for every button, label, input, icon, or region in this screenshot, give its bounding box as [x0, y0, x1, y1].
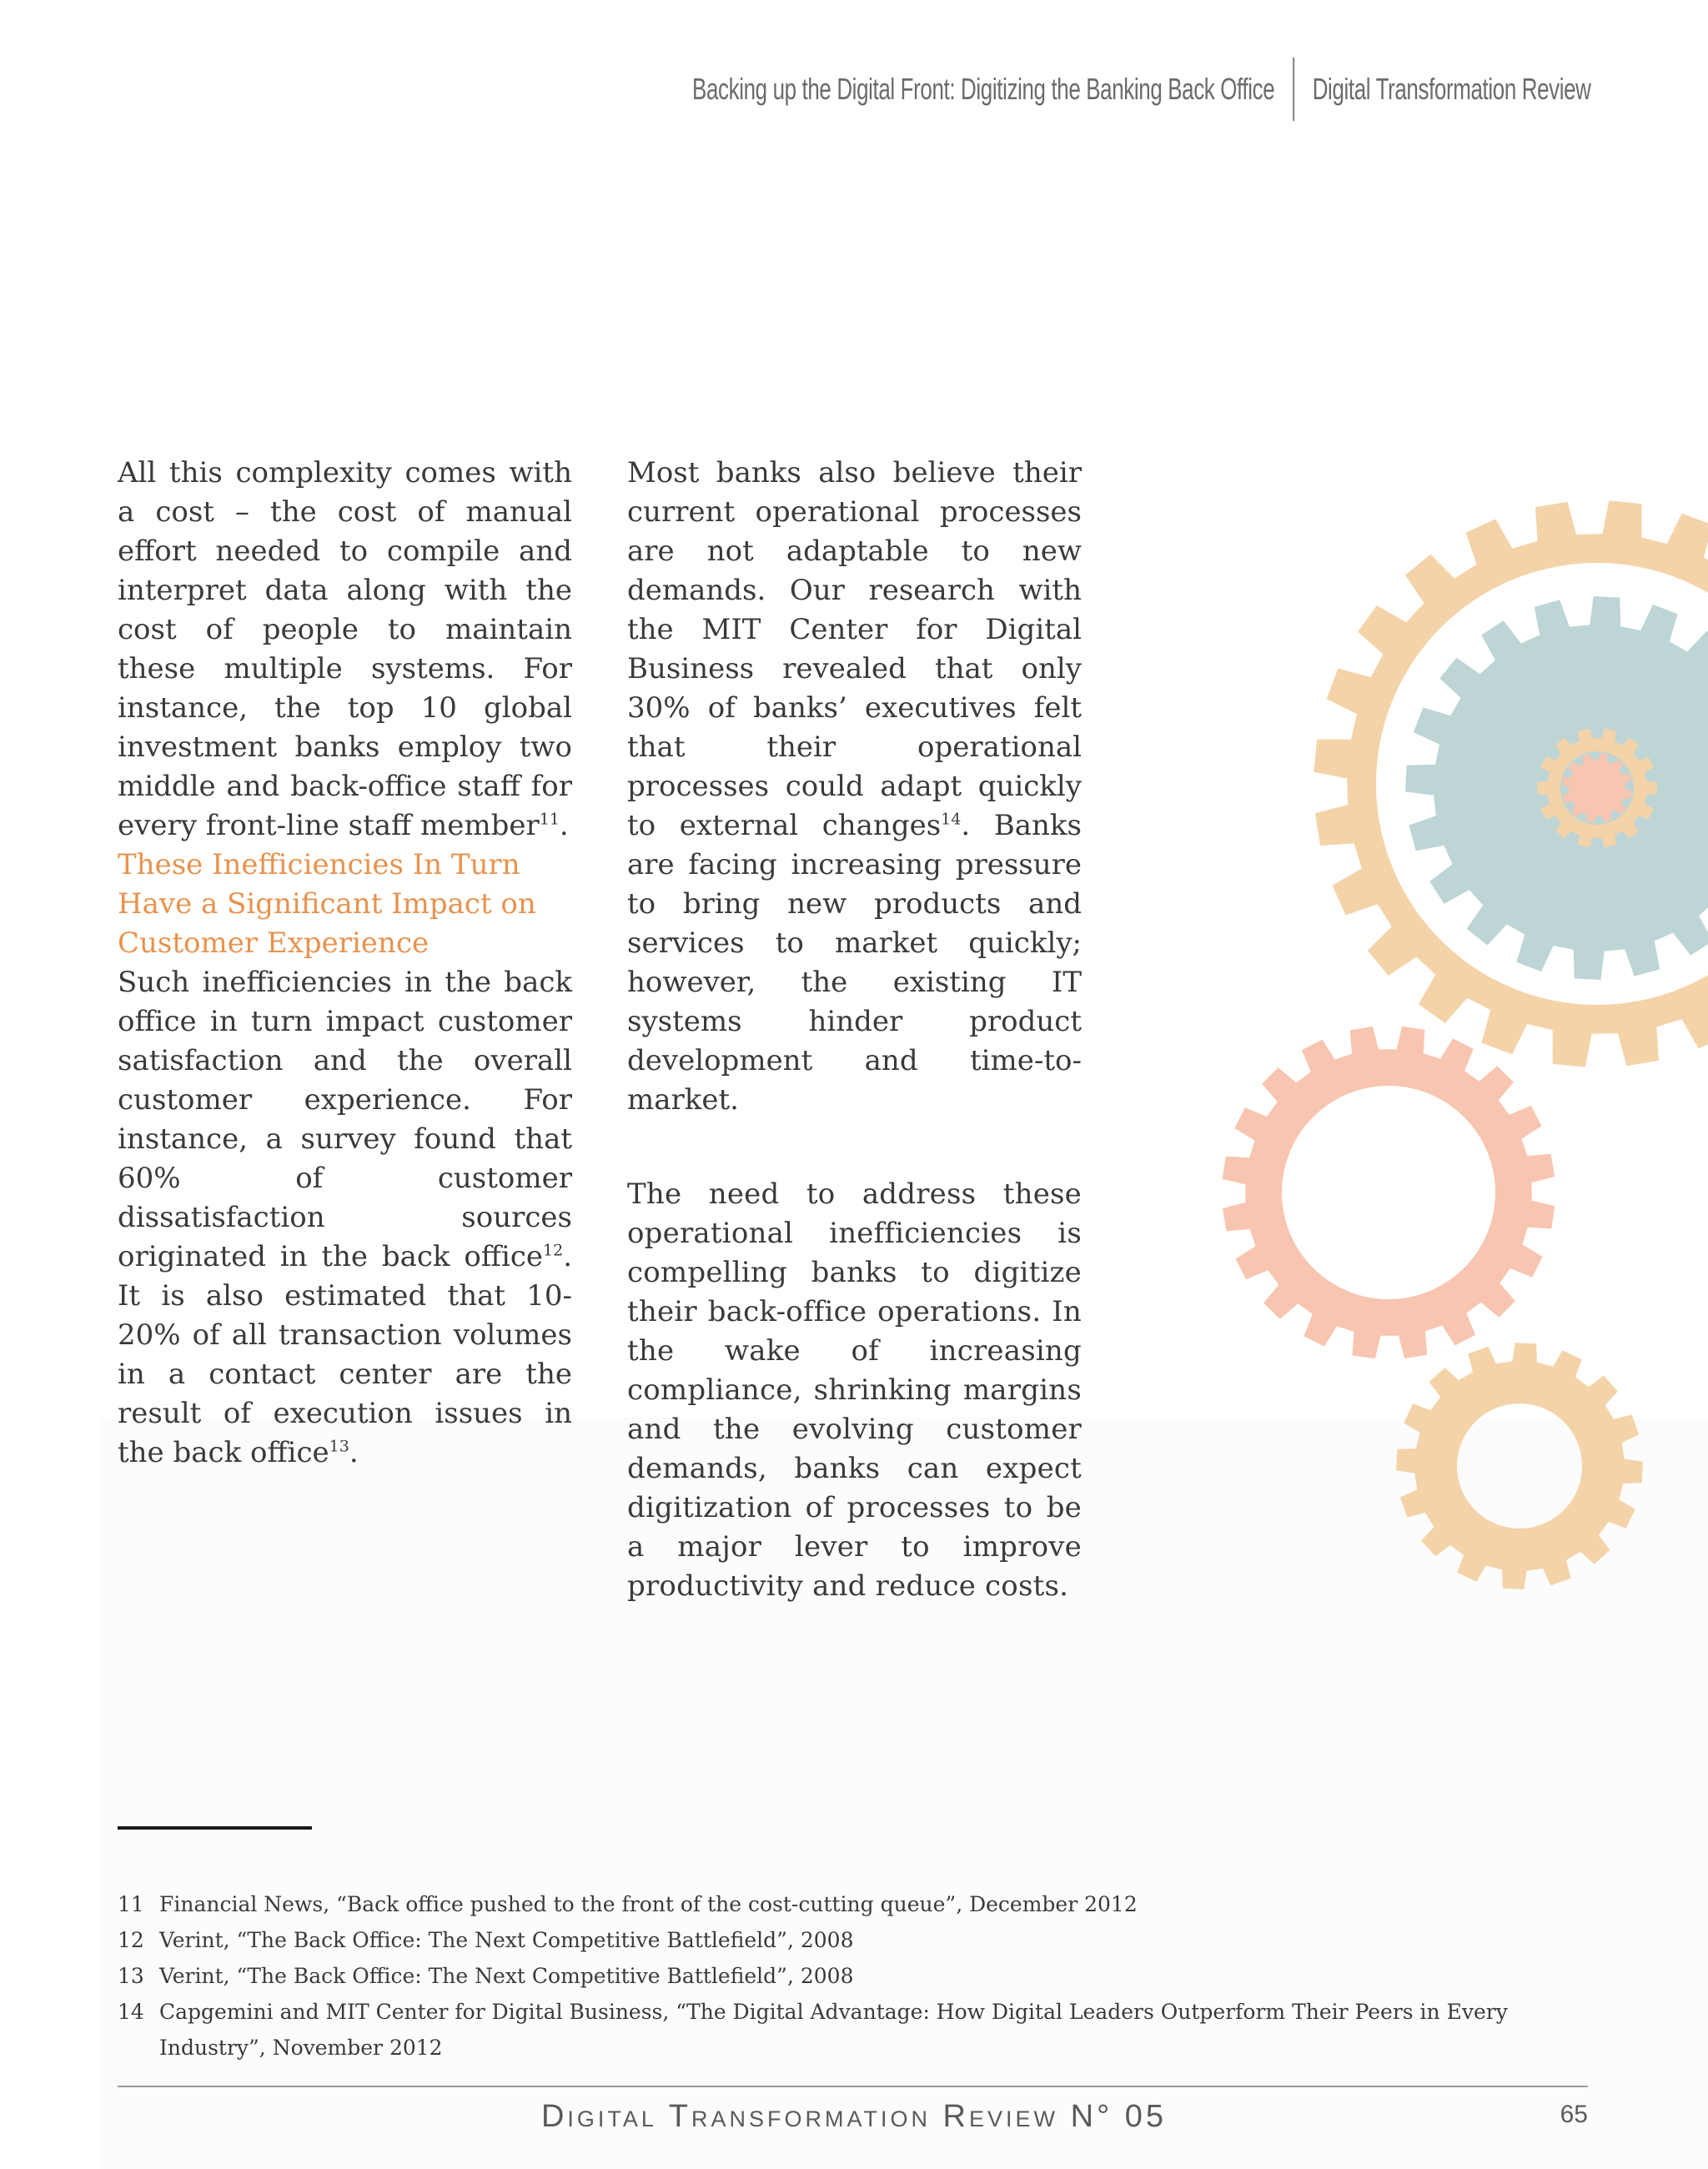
left-column — [118, 454, 572, 1473]
publication-title: Digital Transformation Review — [1313, 72, 1591, 106]
footnote-item — [118, 1958, 1560, 1994]
footnote-ref-12: 12 — [543, 1241, 564, 1260]
running-header — [692, 62, 1591, 117]
footnote-item — [118, 1994, 1560, 2066]
footnote-number: 11 — [118, 1892, 144, 1916]
left-paragraph-2: Such inefficiencies in the back office in turn impact customer satisfaction and the overall customer experience. For instance, a survey found that 60% of customer dissatisfaction sources originated in the back office$^{12}$. It is also estimated that 10-20% of all transaction volumes in a contact center are the result of execution issues in the back office$^{13}$. — [118, 966, 572, 1469]
section-subheading: These Inefficiencies In Turn Have a Significant Impact on Customer Experience — [118, 848, 536, 960]
document-title: Backing up the Digital Front: Digitizing the Banking Back Office — [692, 72, 1275, 106]
right-paragraph-2: The need to address these operational inefficiencies is compelling banks to digitize their back-office operations. In the wake of increasing compliance, shrinking margins and the evolving customer demands, banks can expect digitization of processes to be a major lever to improve productivity and reduce costs. — [627, 1177, 1082, 1603]
left-paragraph-1-text: All this complexity comes with a cost – the cost of manual effort needed to compile and interpret data along with the cost of people to maintain these multiple systems. For instance, the top 10 global investment banks employ two middle and back-office staff for every front-line staff member — [118, 456, 572, 842]
footnote-number: 13 — [118, 1964, 144, 1988]
gears-icon — [1201, 500, 1708, 1601]
header-separator — [1293, 58, 1294, 121]
left-paragraph-2-text-b: . It is also estimated that 10-20% of all transaction volumes in a contact center are the result of execution issues in the back office — [118, 1240, 572, 1469]
footnote-text: Financial News, “Back office pushed to the front of the cost-cutting queue”, December 2012 — [159, 1892, 1138, 1916]
footnotes — [118, 1886, 1560, 2066]
footer-divider — [118, 2086, 1588, 2087]
right-paragraph-1-text-b: . Banks are facing increasing pressure to bring new products and services to market quickly; however, the existing IT systems hinder product development and time-to-market. — [627, 809, 1082, 1117]
left-paragraph-1: All this complexity comes with a cost – the cost of manual effort needed to compile and interpret data along with the cost of people to maintain these multiple systems. For instance, the top 10 global investment banks employ two middle and back-office staff for every front-line staff member$^{11}$. — [118, 456, 572, 842]
footer-publication-title: Digital Transformation Review N° 05 — [540, 2099, 1168, 2134]
small-gear-shape — [1396, 1343, 1643, 1589]
page-number: 65 — [1560, 2101, 1588, 2128]
footnote-item — [118, 1886, 1560, 1922]
left-paragraph-2-text-a: Such inefficiencies in the back office in turn impact customer satisfaction and the overall customer experience. For instance, a survey found that 60% of customer dissatisfaction sources originated in the back office — [118, 966, 572, 1273]
footnote-divider — [118, 1826, 312, 1830]
right-paragraph-1 — [627, 454, 1082, 1120]
salmon-gear — [1223, 1027, 1555, 1359]
footnote-ref-13: 13 — [329, 1437, 349, 1456]
footnote-ref-11: 11 — [539, 810, 560, 829]
footnote-ref-14: 14 — [941, 810, 962, 829]
footnote-number: 14 — [118, 2000, 144, 2024]
salmon-gear-shape — [1223, 1027, 1555, 1359]
footnote-text: Capgemini and MIT Center for Digital Business, “The Digital Advantage: How Digital Leaders Outperform Their Peers in Every Industry”, November 2012 — [159, 2000, 1508, 2060]
small-orange-gear — [1396, 1343, 1643, 1589]
right-column — [627, 454, 1082, 1606]
footnote-text: Verint, “The Back Office: The Next Competitive Battlefield”, 2008 — [159, 1928, 854, 1952]
footnote-text: Verint, “The Back Office: The Next Competitive Battlefield”, 2008 — [159, 1964, 854, 1988]
footnote-item — [118, 1922, 1560, 1958]
right-paragraph-1-text-a: Most banks also believe their current operational processes are not adaptable to new demands. Our research with the MIT Center for Digital Business revealed that only 30% of banks’ executives felt that their operational processes could adapt quickly to external changes — [627, 456, 1082, 842]
center-gear-shape — [1562, 753, 1632, 823]
footnote-number: 12 — [118, 1928, 144, 1952]
